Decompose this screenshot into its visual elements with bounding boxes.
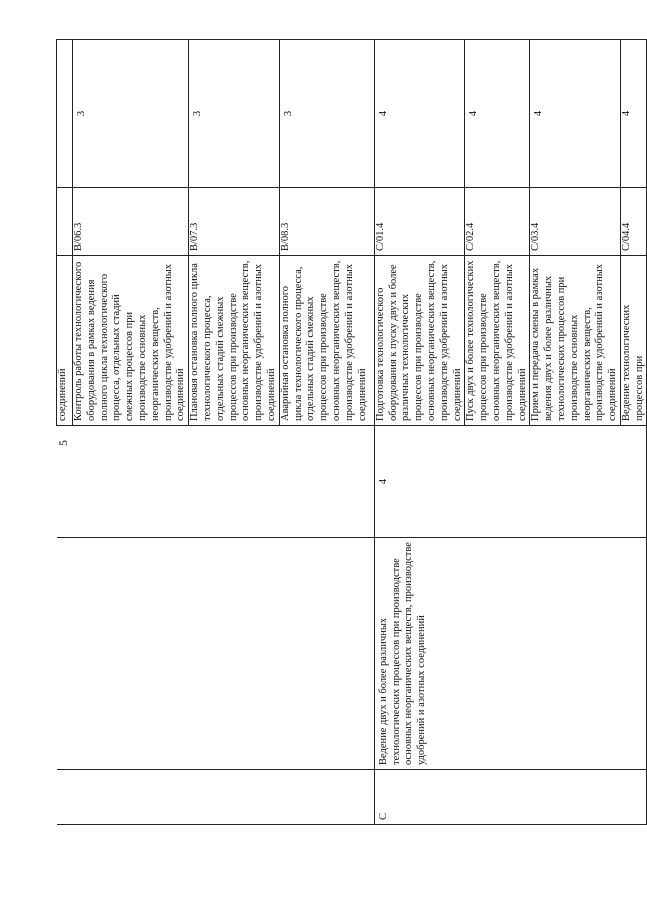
group-name-cell: Ведение двух и более различных технологических процессов при производстве основных неорганических веществ, производстве удобрений и азотных соединений xyxy=(374,538,647,770)
function-level-cell: 3 xyxy=(189,40,280,188)
group-level-cell-empty xyxy=(189,426,280,538)
function-code-cell xyxy=(57,188,73,256)
group-name-cell-empty xyxy=(279,538,374,770)
group-name-cell-empty xyxy=(73,538,189,770)
function-level-cell: 3 xyxy=(73,40,189,188)
group-code-cell-empty xyxy=(189,770,280,825)
function-code-cell: C/04.4 xyxy=(620,188,647,256)
group-level-cell: 4 xyxy=(374,426,647,538)
function-name-cell: Плановая остановка полного цикла технологического процесса, отдельных стадий смежных процессов при производстве основных неорганических веществ, производстве удобрений и азотных соединений xyxy=(189,256,280,426)
function-code-cell: C/03.4 xyxy=(530,188,621,256)
table-row xyxy=(279,40,374,825)
function-level-cell: 3 xyxy=(279,40,374,188)
function-level-cell xyxy=(57,40,73,188)
function-name-cell: Контроль работы технологического оборудования в рамках ведения полного цикла технологического процесса, отдельных стадий смежных процессов при производстве основных неорганических веществ, производстве удобрений и азотных соединений xyxy=(73,256,189,426)
function-level-cell: 4 xyxy=(620,40,647,188)
function-level-cell: 4 xyxy=(465,40,530,188)
group-level-cell-empty xyxy=(57,426,73,538)
table-row xyxy=(189,40,280,825)
page-number: 5 xyxy=(56,440,70,446)
group-code-cell-empty xyxy=(279,770,374,825)
function-name-cell: соединений xyxy=(57,256,73,426)
table-row xyxy=(374,40,465,825)
function-level-cell: 4 xyxy=(374,40,465,188)
group-code-cell-empty xyxy=(73,770,189,825)
table-row xyxy=(73,40,189,825)
group-name-cell-empty xyxy=(189,538,280,770)
rotated-table-container xyxy=(56,40,645,825)
function-code-cell: C/02.4 xyxy=(465,188,530,256)
group-name-cell-empty xyxy=(57,538,73,770)
function-level-cell: 4 xyxy=(530,40,621,188)
group-code-cell-empty xyxy=(57,770,73,825)
function-name-cell: Подготовка технологического оборудования к пуску двух и более различных технологических процессов при производстве основных неорганических веществ, производстве удобрений и азотных соединений xyxy=(374,256,465,426)
function-code-cell: C/01.4 xyxy=(374,188,465,256)
group-code-cell: C xyxy=(374,770,647,825)
function-code-cell: B/06.3 xyxy=(73,188,189,256)
function-name-cell: Ведение технологических процессов при xyxy=(620,256,647,426)
function-code-cell: B/07.3 xyxy=(189,188,280,256)
labor-functions-table xyxy=(56,39,647,825)
table-row xyxy=(57,40,73,825)
function-name-cell: Пуск двух и более технологических процессов при производстве основных неорганических веществ, производстве удобрений и азотных соединений xyxy=(465,256,530,426)
function-name-cell: Аварийная остановка полного цикла технологического процесса, отдельных стадий смежных процессов при производстве основных неорганических веществ, производстве удобрений и азотных соединений xyxy=(279,256,374,426)
function-code-cell: B/08.3 xyxy=(279,188,374,256)
group-level-cell-empty xyxy=(73,426,189,538)
group-level-cell-empty xyxy=(279,426,374,538)
function-name-cell: Прием и передача смены в рамках ведения двух и более различных технологических процессов при производстве основных неорганических веществ, производстве удобрений и азотных соединений xyxy=(530,256,621,426)
